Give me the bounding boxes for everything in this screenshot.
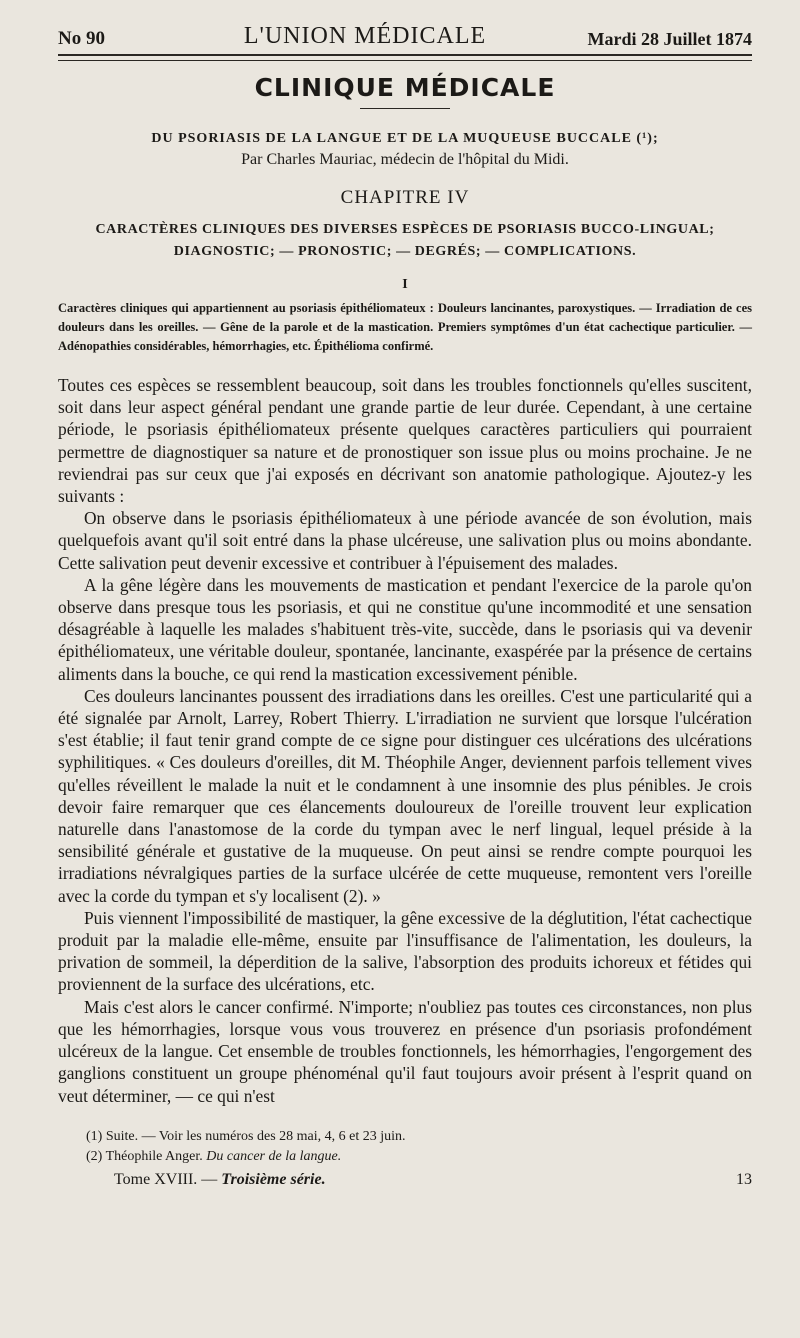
footnote-1: (1) Suite. — Voir les numéros des 28 mai, 4, 6 et 23 juin. xyxy=(86,1128,406,1144)
paragraph: Mais c'est alors le cancer confirmé. N'importe; n'oubliez pas toutes ces circonstances, non plus que les hémorrhagies, lorsque vous vous trouverez en présence d'un psoriasis profondément ulcéreux de la langue. Cet ensemble de troubles fonctionnels, les hémorrhagies, l'engorgement des ganglions constituent un groupe phénoménal qu'il faut toujours avoir présent à l'esprit quand on veut déterminer, — ce qui n'est xyxy=(58,996,752,1106)
paragraph: Ces douleurs lancinantes poussent des irradiations dans les oreilles. C'est une particularité qui a été signalée par Arnolt, Larrey, Robert Thierry. L'irradiation ne survient que lorsque l'ulcération s'est établie; il faut tenir grand compte de ce signe pour distinguer ces ulcérations des ulcérations syphilitiques. « Ces douleurs d'oreilles, dit M. Théophile Anger, deviennent parfois tellement vives qu'elles réveillent le malade la nuit et le condamnent à une insomnie des plus pénibles. Je crois devoir faire remarquer que ces élancements douloureux de l'oreille trouvent leur explication naturelle dans l'anastomose de la corde du tympan avec le nerf lingual, lequel préside à la sensibilité générale et gustative de la muqueuse. On peut ainsi se rendre compte pourquoi les irradiations névralgiques parties de la surface ulcérée de cette muqueuse, remontent vers l'oreille avec la corde du tympan et s'y localisent (2). » xyxy=(58,685,752,906)
chapter-subtitle xyxy=(58,219,752,263)
journal-name: L'UNION MÉDICALE xyxy=(243,23,487,49)
page-footer xyxy=(58,1171,752,1189)
paragraph: A la gêne légère dans les mouvements de mastication et pendant l'exercice de la parole qu'on observe dans presque tous les psoriasis, et qui ne constitue qu'une incommodité et une sensation désagréable à laquelle les malades s'habituent très-vite, succède, dans le psoriasis qui va devenir épithéliomateux, une véritable douleur, spontanée, lancinante, exaspérée par la présence de certains aliments dans la bouche, ce qui rend la mastication excessivement pénible. xyxy=(58,574,752,684)
chapter-subtitle-line-2: DIAGNOSTIC; — PRONOSTIC; — DEGRÉS; — COMPLICATIONS. xyxy=(173,244,637,259)
tome-label: Tome XVIII. — xyxy=(114,1170,222,1188)
article-body xyxy=(58,374,752,1107)
paragraph: On observe dans le psoriasis épithéliomateux à une période avancée de son évolution, mais quelquefois avant qu'il soit entré dans la phase ulcéreuse, une salivation plus ou moins abondante. Cette salivation peut devenir excessive et contribuer à l'épuisement des malades. xyxy=(58,508,752,573)
masthead-rule xyxy=(58,60,752,61)
byline: Par Charles Mauriac, médecin de l'hôpital du Midi. xyxy=(241,151,569,168)
issue-number: No 90 xyxy=(58,28,105,49)
footnote-2-title: Du cancer de la langue. xyxy=(206,1148,342,1164)
footnote-2 xyxy=(58,1147,752,1167)
part-number: I xyxy=(402,277,408,292)
chapter-subtitle-line-1: CARACTÈRES CLINIQUES DES DIVERSES ESPÈCES DE PSORIASIS BUCCO-LINGUAL; xyxy=(95,222,715,237)
section-title-rule xyxy=(360,108,450,109)
section-title: CLINIQUE MÉDICALE xyxy=(254,73,556,102)
footnotes xyxy=(58,1127,752,1167)
series-label: Troisième série. xyxy=(221,1170,326,1188)
volume-info xyxy=(114,1171,326,1189)
chapter-summary: Caractères cliniques qui appartiennent au psoriasis épithéliomateux : Douleurs lancinantes, paroxystiques. — Irradiation de ces douleurs dans les oreilles. — Gêne de la parole et de la mastication. Premiers symptômes d'un état cachectique particulier. — Adénopathies considérables, hémorrhagies, etc. Épithélioma confirmé. xyxy=(58,301,752,353)
paragraph: Puis viennent l'impossibilité de mastiquer, la gêne excessive de la déglutition, l'état cachectique produit par la maladie elle-même, ensuite par l'insuffisance de l'alimentation, les douleurs, la privation de sommeil, la déperdition de la salive, l'absorption des produits ichoreux et fétides qui proviennent de la surface des ulcérations, etc. xyxy=(58,907,752,995)
footnote-2-prefix: (2) Théophile Anger. xyxy=(86,1148,207,1164)
chapter-heading: CHAPITRE IV xyxy=(340,187,470,208)
paragraph: Toutes ces espèces se ressemblent beaucoup, soit dans les troubles fonctionnels qu'elles suscitent, soit dans leur aspect général pendant une grande partie de leur durée. Cependant, à une certaine période, le psoriasis épithéliomateux présente quelques caractères particuliers qui pourraient permettre de diagnostiquer sa nature et de pronostiquer son issue plus ou moins prochaine. Je ne reviendrai pas sur ceux que j'ai exposés en décrivant son anatomie pathologique. Ajoutez-y les suivants : xyxy=(58,375,752,507)
page-number: 13 xyxy=(736,1170,752,1188)
article-title: DU PSORIASIS DE LA LANGUE ET DE LA MUQUEUSE BUCCALE (¹); xyxy=(151,131,659,146)
masthead xyxy=(58,18,752,56)
issue-date: Mardi 28 Juillet 1874 xyxy=(587,29,752,49)
